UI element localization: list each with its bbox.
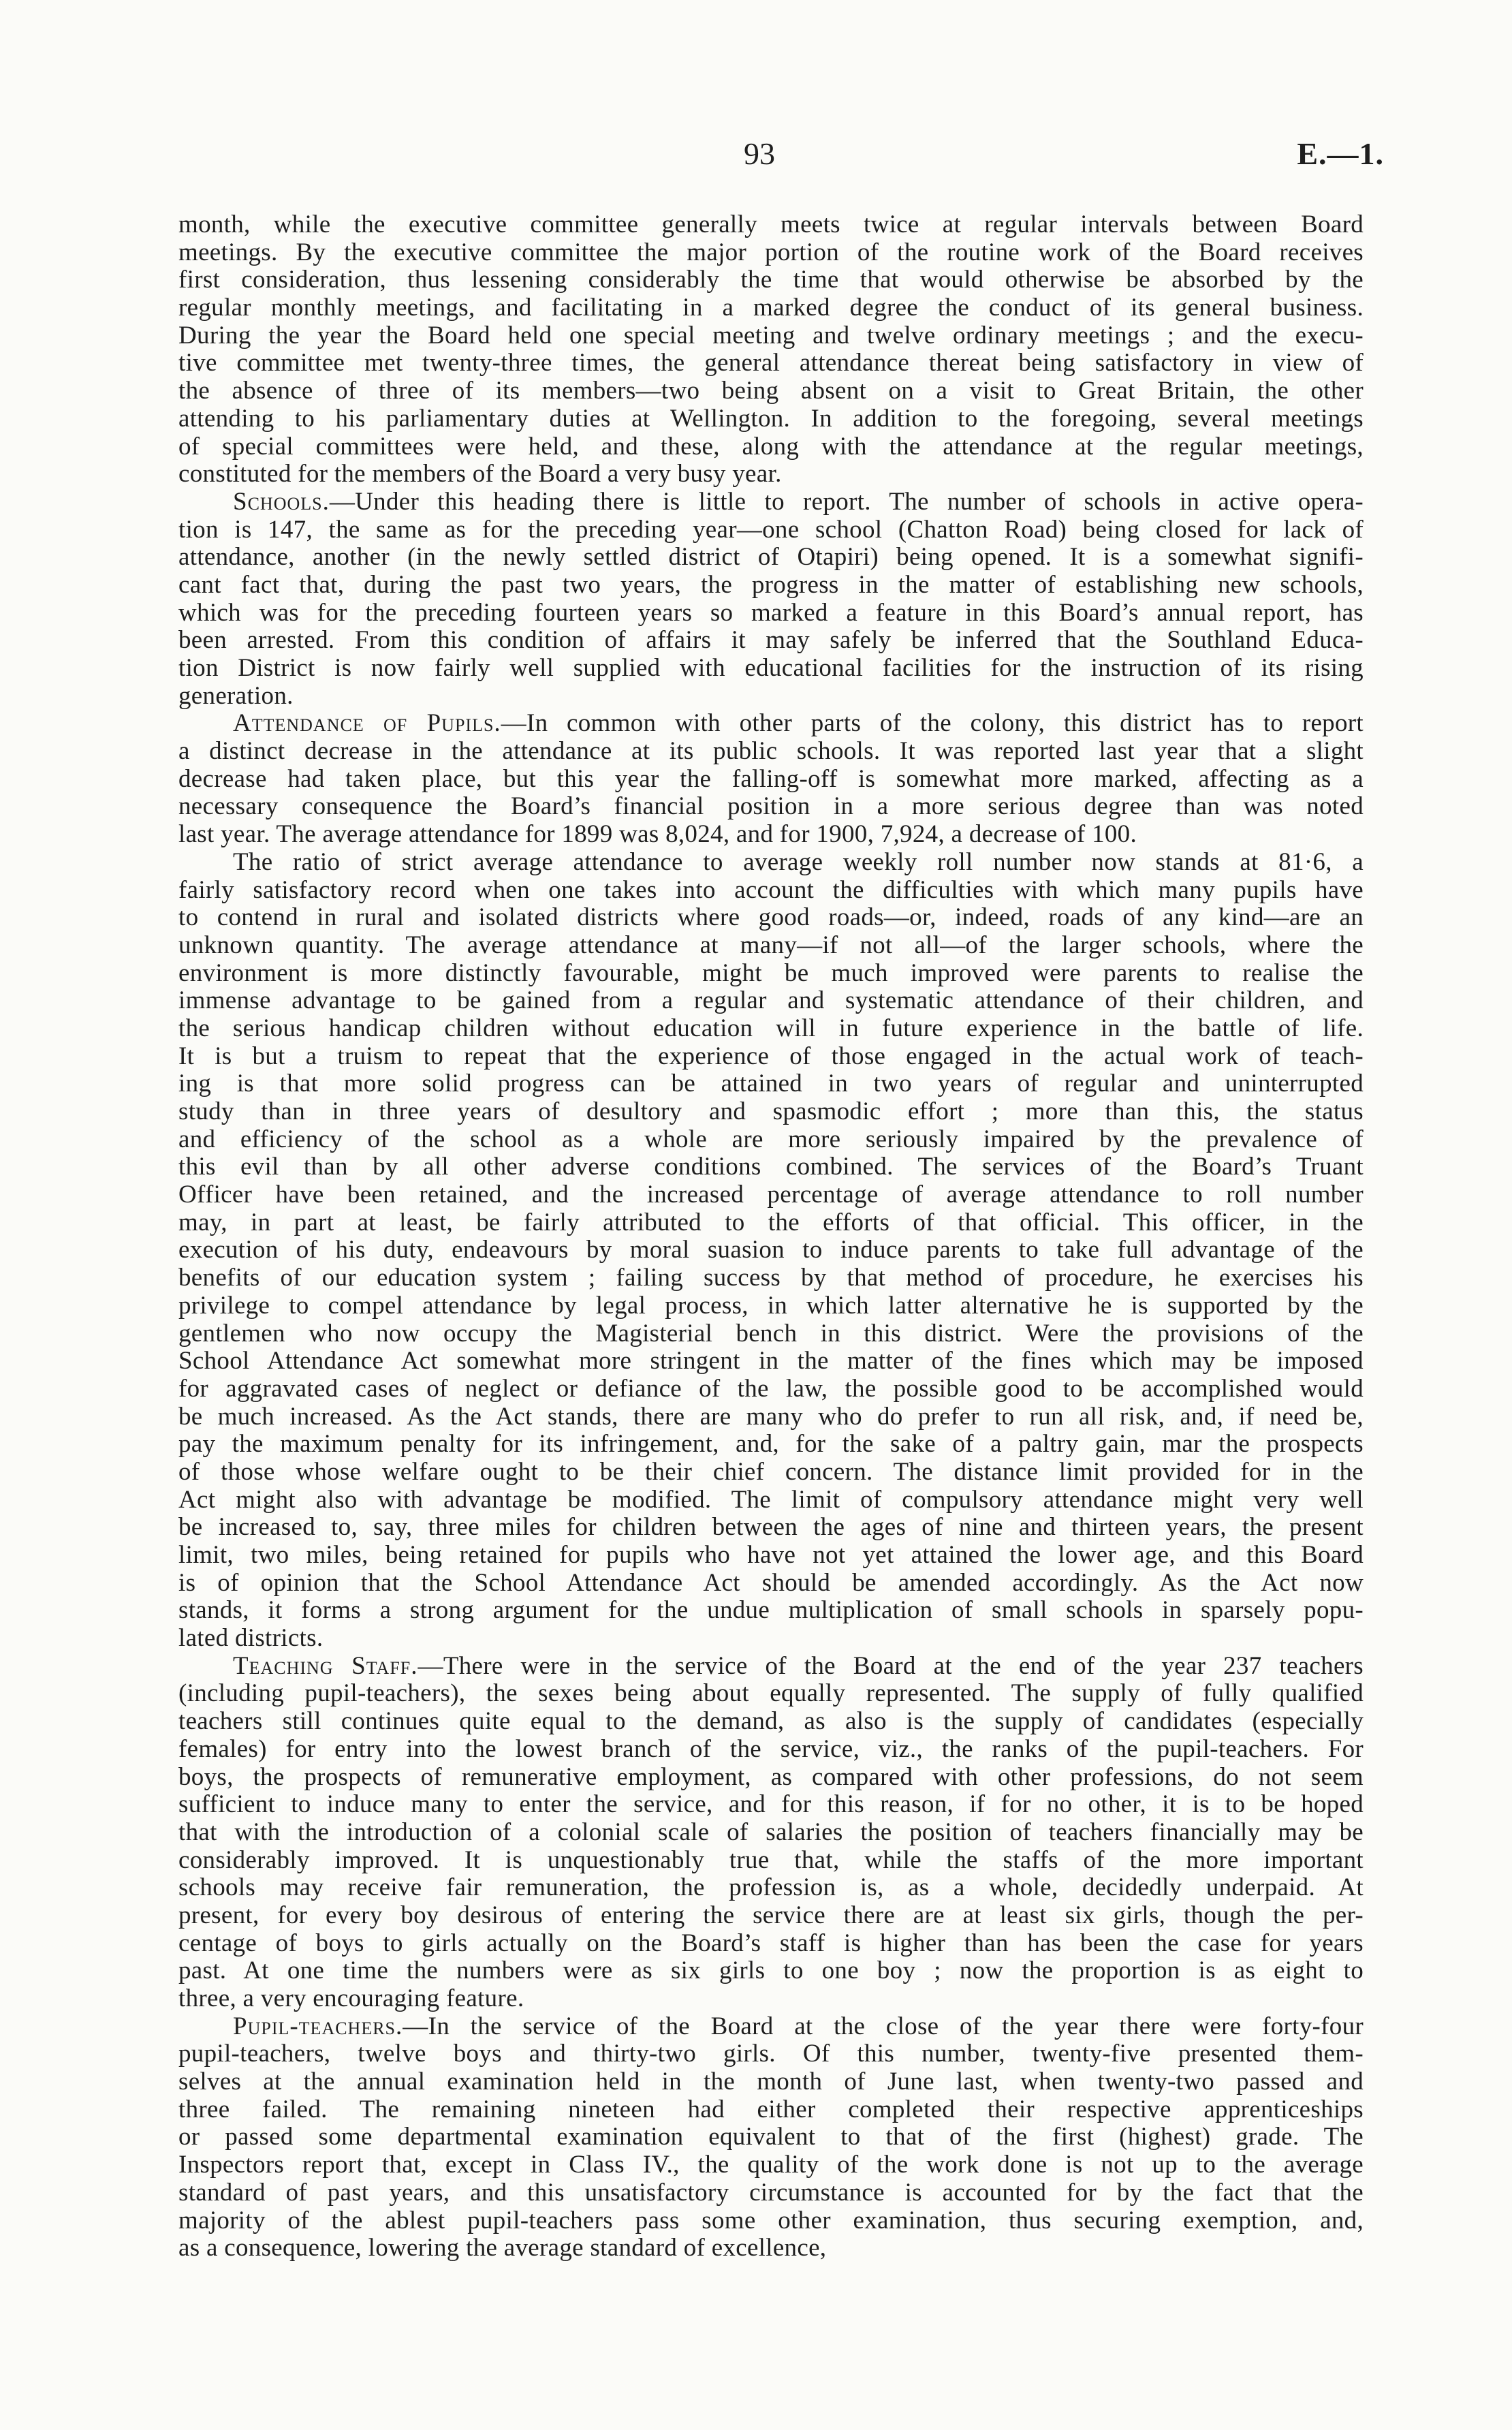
text-line: of special committees were held, and these, along with the attendance at the regular meetings,	[178, 432, 1364, 461]
text-line: may, in part at least, be fairly attributed to the efforts of that official. This officer, in the	[178, 1208, 1364, 1236]
text-line: necessary consequence the Board’s financial position in a more serious degree than was noted	[178, 792, 1364, 821]
text-line: fairly satisfactory record when one takes into account the difficulties with which many pupils have	[178, 875, 1364, 904]
text-line: attending to his parliamentary duties at Wellington. In addition to the foregoing, several meetings	[178, 404, 1364, 433]
text-line: benefits of our education system ; failing success by that method of procedure, he exercises his	[178, 1264, 1364, 1292]
text-line: is of opinion that the School Attendance Act should be amended accordingly. As the Act now	[178, 1568, 1364, 1597]
text-line: be much increased. As the Act stands, there are many who do prefer to run all risk, and, if need be,	[178, 1402, 1364, 1431]
text-line-content: —Under this heading there is little to report. The number of schools in active opera-	[329, 487, 1364, 516]
text-line: three failed. The remaining nineteen had either completed their respective apprenticeships	[178, 2095, 1364, 2123]
text-line: constituted for the members of the Board a very busy year.	[178, 460, 782, 488]
text-line: schools may receive fair remuneration, the profession is, as a whole, decidedly underpaid. At	[178, 1873, 1364, 1902]
paragraph	[178, 849, 1364, 1653]
text-line: considerably improved. It is unquestionably true that, while the staffs of the more important	[178, 1845, 1364, 1874]
text-line: that with the introduction of a colonial scale of salaries the position of teachers financially may be	[178, 1818, 1364, 1846]
text-line: unknown quantity. The average attendance at many—if not all—of the larger schools, where the	[178, 931, 1364, 959]
text-line: three, a very encouraging feature.	[178, 1984, 524, 2012]
paragraph	[178, 488, 1364, 711]
text-line: majority of the ablest pupil-teachers pass some other examination, thus securing exemption, and,	[178, 2206, 1364, 2234]
paragraph	[178, 211, 1364, 488]
text-line: boys, the prospects of remunerative employment, as compared with other professions, do not seem	[178, 1762, 1364, 1791]
text-line-content: —In the service of the Board at the close of the year there were forty-four	[403, 2012, 1364, 2040]
text-line: as a consequence, lowering the average standard of excellence,	[178, 2234, 827, 2262]
document-body	[178, 211, 1364, 2262]
text-line: regular monthly meetings, and facilitating in a marked degree the conduct of its general business.	[178, 294, 1364, 322]
text-line: been arrested. From this condition of affairs it may safely be inferred that the Southland Educa-	[178, 626, 1364, 655]
document-reference: E.—1.	[1297, 136, 1384, 171]
text-line: selves at the annual examination held in the month of June last, when twenty-two passed and	[178, 2068, 1364, 2096]
text-line	[178, 488, 1364, 516]
text-line: for aggravated cases of neglect or defiance of the law, the possible good to be accomplished would	[178, 1374, 1364, 1403]
text-line: past. At one time the numbers were as six girls to one boy ; now the proportion is as eight to	[178, 1957, 1364, 1985]
text-line: decrease had taken place, but this year the falling-off is somewhat more marked, affecting as a	[178, 764, 1364, 793]
section-heading: Pupil-teachers.	[233, 2012, 403, 2040]
section-heading: Schools.	[233, 487, 330, 516]
text-line: month, while the executive committee generally meets twice at regular intervals between Board	[178, 211, 1364, 238]
text-line: and efficiency of the school as a whole are more seriously impaired by the prevalence of	[178, 1125, 1364, 1153]
text-line: meetings. By the executive committee the major portion of the routine work of the Board receives	[178, 238, 1364, 266]
text-line: study than in three years of desultory and spasmodic effort ; more than this, the status	[178, 1097, 1364, 1125]
text-line: gentlemen who now occupy the Magisterial bench in this district. Were the provisions of the	[178, 1319, 1364, 1348]
text-line: tion is 147, the same as for the preceding year—one school (Chatton Road) being closed for lack of	[178, 515, 1364, 544]
text-line: present, for every boy desirous of entering the service there are at least six girls, though the per-	[178, 1901, 1364, 1929]
paragraph	[178, 1653, 1364, 2013]
section-heading: Attendance of Pupils.	[233, 709, 501, 738]
text-line: females) for entry into the lowest branch of the service, viz., the ranks of the pupil-teachers. For	[178, 1734, 1364, 1763]
text-line: pupil-teachers, twelve boys and thirty-two girls. Of this number, twenty-five presented them-	[178, 2040, 1364, 2068]
text-line	[178, 710, 1364, 738]
text-line: tion District is now fairly well supplied with educational facilities for the instruction of its rising	[178, 654, 1364, 682]
text-line: sufficient to induce many to enter the service, and for this reason, if for no other, it is to be hoped	[178, 1790, 1364, 1819]
paragraph	[178, 710, 1364, 848]
text-line	[178, 2013, 1364, 2041]
text-line: standard of past years, and this unsatisfactory circumstance is accounted for by the fact that the	[178, 2178, 1364, 2207]
text-line: the absence of three of its members—two being absent on a visit to Great Britain, the other	[178, 377, 1364, 405]
text-line	[178, 1653, 1364, 1681]
text-line: cant fact that, during the past two years, the progress in the matter of establishing new schools,	[178, 570, 1364, 599]
text-line: execution of his duty, endeavours by moral suasion to induce parents to take full advantage of the	[178, 1236, 1364, 1264]
text-line: The ratio of strict average attendance to average weekly roll number now stands at 81·6, a	[233, 847, 1364, 876]
text-line: ing is that more solid progress can be attained in two years of regular and uninterrupted	[178, 1070, 1364, 1098]
text-line: limit, two miles, being retained for pupils who have not yet attained the lower age, and this Board	[178, 1541, 1364, 1569]
text-line: During the year the Board held one special meeting and twelve ordinary meetings ; and the execu-	[178, 321, 1364, 349]
text-line: be increased to, say, three miles for children between the ages of nine and thirteen years, the present	[178, 1513, 1364, 1542]
text-line: which was for the preceding fourteen years so marked a feature in this Board’s annual report, has	[178, 598, 1364, 627]
text-line: School Attendance Act somewhat more stringent in the matter of the fines which may be imposed	[178, 1347, 1364, 1375]
text-line: Inspectors report that, except in Class IV., the quality of the work done is not up to the average	[178, 2151, 1364, 2179]
page-number: 93	[744, 136, 775, 171]
text-line-content: —There were in the service of the Board at the end of the year 237 teachers	[418, 1651, 1364, 1680]
text-line: lated districts.	[178, 1624, 324, 1653]
text-line: environment is more distinctly favourable, might be much improved were parents to realise the	[178, 959, 1364, 987]
paragraph	[178, 2013, 1364, 2262]
text-line: first consideration, thus lessening considerably the time that would otherwise be absorbed by the	[178, 266, 1364, 294]
text-line: or passed some departmental examination equivalent to that of the first (highest) grade. The	[178, 2123, 1364, 2151]
text-line: a distinct decrease in the attendance at its public schools. It was reported last year that a slight	[178, 737, 1364, 766]
text-line: to contend in rural and isolated districts where good roads—or, indeed, roads of any kind—are an	[178, 903, 1364, 932]
text-line: this evil than by all other adverse conditions combined. The services of the Board’s Truant	[178, 1153, 1364, 1181]
text-line: last year. The average attendance for 1899 was 8,024, and for 1900, 7,924, a decrease of 100.	[178, 820, 1137, 849]
text-line: tive committee met twenty-three times, the general attendance thereat being satisfactory in view of	[178, 349, 1364, 377]
text-line: privilege to compel attendance by legal process, in which latter alternative he is supported by the	[178, 1291, 1364, 1320]
text-line: the serious handicap children without education will in future experience in the battle of life.	[178, 1014, 1364, 1042]
text-line: pay the maximum penalty for its infringement, and, for the sake of a paltry gain, mar the prospects	[178, 1430, 1364, 1459]
text-line: immense advantage to be gained from a regular and systematic attendance of their children, and	[178, 986, 1364, 1015]
text-line: generation.	[178, 681, 294, 710]
text-line: of those whose welfare ought to be their chief concern. The distance limit provided for in the	[178, 1457, 1364, 1486]
text-line: Officer have been retained, and the increased percentage of average attendance to roll number	[178, 1181, 1364, 1209]
text-line: attendance, another (in the newly settled district of Otapiri) being opened. It is a somewhat signifi-	[178, 543, 1364, 572]
text-line: It is but a truism to repeat that the experience of those engaged in the actual work of teach-	[178, 1042, 1364, 1070]
text-line: teachers still continues quite equal to the demand, as also is the supply of candidates (especially	[178, 1707, 1364, 1736]
text-line: stands, it forms a strong argument for the undue multiplication of small schools in sparsely popu-	[178, 1596, 1364, 1625]
section-heading: Teaching Staff.	[233, 1651, 418, 1680]
text-line: (including pupil-teachers), the sexes being about equally represented. The supply of fully qualified	[178, 1679, 1364, 1708]
text-line-content: —In common with other parts of the colony, this district has to report	[501, 709, 1364, 738]
text-line: centage of boys to girls actually on the Board’s staff is higher than has been the case for years	[178, 1929, 1364, 1957]
text-line: Act might also with advantage be modified. The limit of compulsory attendance might very well	[178, 1485, 1364, 1514]
